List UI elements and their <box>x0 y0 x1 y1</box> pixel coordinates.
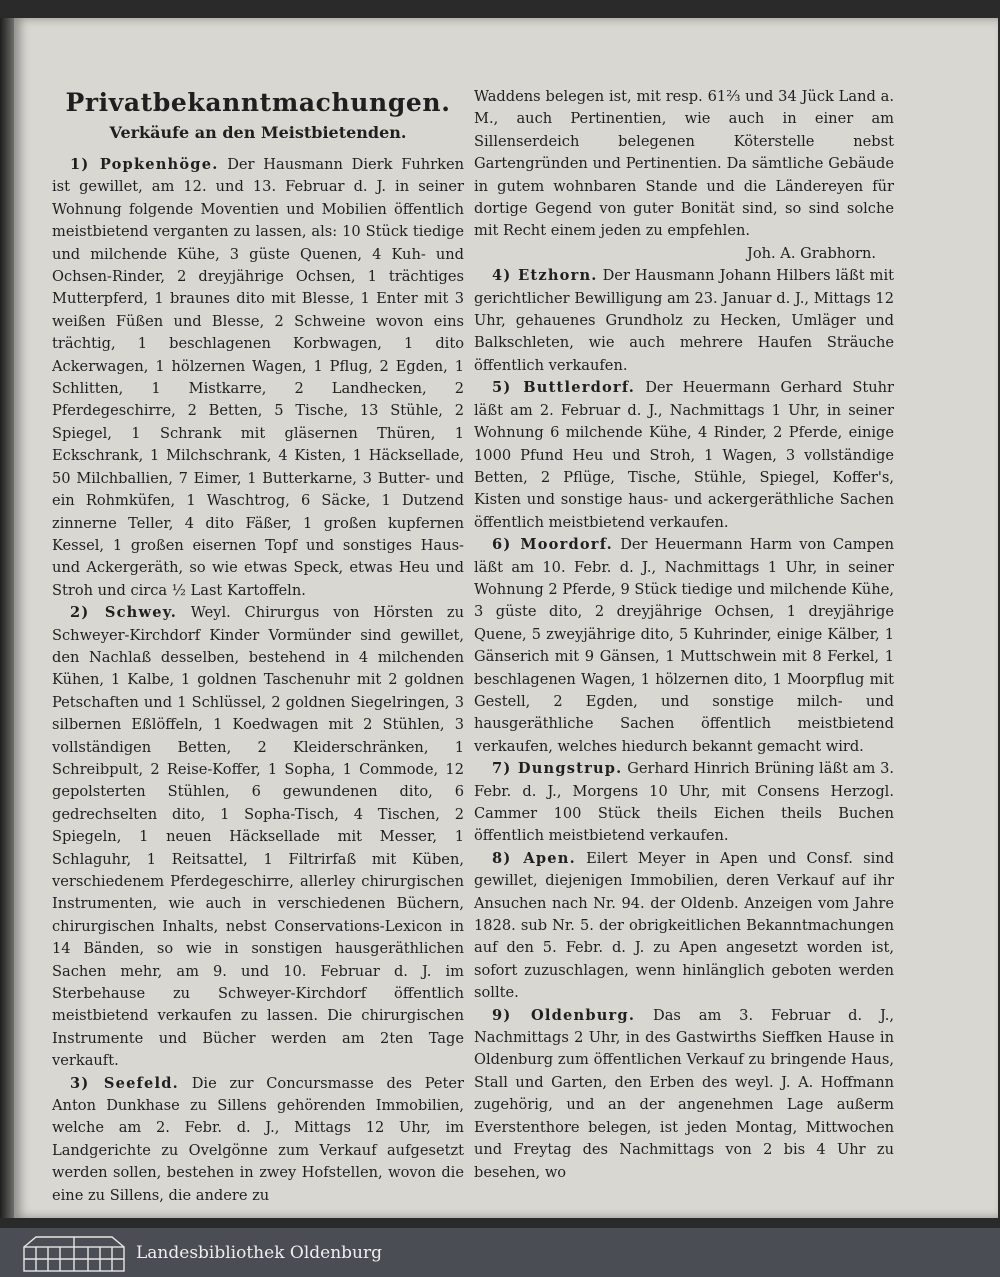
entry-title: 5) Buttlerdorf. <box>492 379 636 397</box>
library-name: Landesbibliothek Oldenburg <box>136 1242 383 1263</box>
section-subheading: Verkäufe an den Meistbietenden. <box>109 123 407 142</box>
entry-title: 2) Schwey. <box>70 604 178 622</box>
announcement-continuation <box>474 86 894 243</box>
entry-text: Gerhard Hinrich Brüning läßt am 3. Febr. d. J., Morgens 10 Uhr, mit Consens Herzogl. Cammer 100 Stück theils Eichen theils Buchen öffentlich meistbietend verkaufen. <box>474 760 894 845</box>
signature-line <box>474 243 894 265</box>
entry-text: Das am 3. Februar d. J., Nachmittags 2 Uhr, in des Gastwirths Sieffken Hause in Oldenburg zum öffentlichen Verkauf zu bringende Haus, Stall und Garten, den Erben des weyl. J. A. Hoffmann zugehörig, und an der angenehmen Lage außerm Everstenthore belegen, ist jeden Montag, Mittwochen und Freytag des Nachmittags von 2 bis 4 Uhr zu besehen, wo <box>474 1006 895 1181</box>
entry-text: Die zur Concursmasse des Peter Anton Dunkhase zu Sillens gehörenden Immobilien, welche am 2. Febr. d. J., Mittags 12 Uhr, im Landgerichte zu Ovelgönne zum Verkauf aufgesetzt werden sollen, bestehen in zwey Hofstellen, wovon die eine zu Sillens, die andere zu <box>52 1074 465 1204</box>
announcement-entry <box>474 265 894 377</box>
library-building-icon <box>22 1233 126 1273</box>
entry-text: Waddens belegen ist, mit resp. 61⅔ und 34 Jück Land a. M., auch Pertinentien, wie auch in einer am Sillenserdeich belegenen Köterstelle nebst Gartengründen und Pertinentien. Da sämtliche Gebäude in gutem wohnbaren Stande und die Ländereyen für dortige Gegend von guter Bonität sind, so sind solche mit Recht einem jeden zu empfehlen. <box>474 88 894 240</box>
announcement-entry <box>474 377 894 534</box>
announcement-entry <box>474 1005 894 1184</box>
announcement-entry <box>474 534 894 758</box>
entry-text: Eilert Meyer in Apen und Consf. sind gewillet, diejenigen Immobilien, deren Verkauf auf ihr Ansuchen nach Nr. 94. der Oldenb. Anzeigen vom Jahre 1828. sub Nr. 5. der obrigkeitlichen Bekanntmachungen auf den 5. Febr. d. J. zu Apen angesetzt worden ist, sofort zuzuschlagen, wenn hinlänglich geboten werden sollte. <box>474 849 894 1002</box>
announcement-entry <box>474 758 894 848</box>
entry-title: 8) Apen. <box>492 849 576 867</box>
document-page <box>14 18 998 1218</box>
signature-text: Joh. A. Grabhorn. <box>746 244 876 262</box>
entry-title: 6) Moordorf. <box>492 536 613 554</box>
left-entries <box>52 154 464 1207</box>
announcement-entry <box>474 848 894 1005</box>
entry-title: 7) Dungstrup. <box>492 760 623 778</box>
entry-text: Der Hausmann Dierk Fuhrken ist gewillet, am 12. und 13. Februar d. J. in seiner Wohnung folgende Moventien und Mobilien öffentlich meistbietend verganten zu lassen, als: 10 Stück tiedige und milchende Kühe, 3 güste Quenen, 4 Kuh- und Ochsen-Rinder, 2 dreyjährige Ochsen, 1 trächtiges Mutterpferd, 1 braunes dito mit Blesse, 1 Enter mit 3 weißen Füßen und Blesse, 2 Schweine wovon eins trächtig, 1 beschlagenen Korbwagen, 1 dito Ackerwagen, 1 hölzernen Wagen, 1 Pflug, 2 Egden, 1 Schlitten, 1 Mistkarre, 2 Landhecken, 2 Pferdegeschirre, 2 Betten, 5 Tische, 13 Stühle, 2 Spiegel, 1 Schrank mit gläsernen Thüren, 1 Eckschrank, 1 Milchschrank, 4 Kisten, 1 Häcksellade, 50 Milchballien, 7 Eimer, 1 Butterkarne, 3 Butter- und ein Rohmküfen, 1 Waschtrog, 6 Säcke, 1 Dutzend zinnerne Teller, 4 dito Fäßer, 1 großen kupfernen Kessel, 1 großen eisernen Topf und sonstiges Haus- und Ackergeräth, so wie etwas Speck, etwas Heu und Stroh und circa ½ Last Kartoffeln. <box>52 156 464 599</box>
announcement-entry <box>52 1073 464 1207</box>
entry-title: 4) Etzhorn. <box>492 267 598 285</box>
entry-title: 9) Oldenburg. <box>492 1006 636 1024</box>
library-footer-bar <box>0 1228 1000 1277</box>
entry-text: Weyl. Chirurgus von Hörsten zu Schweyer-Kirchdorf Kinder Vormünder sind gewillet, den Nachlaß desselben, bestehend in 4 milchenden Kühen, 1 Kalbe, 1 goldnen Taschenuhr mit 2 goldnen Petschaften und 1 Schlüssel, 2 goldnen Siegelringen, 3 silbernen Eßlöffeln, 1 Koedwagen mit 2 Stühlen, 3 vollständigen Betten, 2 Kleiderschränken, 1 Schreibpult, 2 Reise-Koffer, 1 Sopha, 1 Commode, 12 gepolsterten Stühlen, 6 gewundenen dito, 6 gedrechselten dito, 1 Sopha-Tisch, 4 Tischen, 2 Spiegeln, 1 neuen Häcksellade mit Messer, 1 Schlaguhr, 1 Reitsattel, 1 Filtrirfaß mit Küben, verschiedenem Pferdegeschirre, allerley chirurgischen Instrumenten, wie auch in verschiedenen Büchern, chirurgischen Inhalts, nebst Conservations-Lexicon in 14 Bänden, so wie in sonstigen hausgeräthlichen Sachen mehr, am 9. und 10. Februar d. J. im Sterbehause zu Schweyer-Kirchdorf öffentlich meistbietend verkaufen zu lassen. Die chirurgischen Instrumente und Bücher werden am 2ten Tage verkauft. <box>52 604 465 1070</box>
entry-text: Der Heuermann Harm von Campen läßt am 10. Febr. d. J., Nachmittags 1 Uhr, in seiner Wohnung 2 Pferde, 9 Stück tiedige und milchende Kühe, 3 güste dito, 2 dreyjährige Ochsen, 1 dreyjährige Quene, 5 zweyjährige dito, 5 Kuhrinder, einige Kälber, 1 Gänserich mit 9 Gänsen, 1 Muttschwein mit 8 Ferkel, 1 beschlagenen Wagen, 1 hölzernen dito, 1 Moorpflug mit Gestell, 2 Egden, und sonstige milch- und hausgeräthliche Sachen öffentlich meistbietend verkaufen, welches hiedurch bekannt gemacht wird. <box>474 536 894 755</box>
entry-title: 1) Popkenhöge. <box>70 156 219 173</box>
entry-text: Der Heuermann Gerhard Stuhr läßt am 2. Februar d. J., Nachmittags 1 Uhr, in seiner Wohnung 6 milchende Kühe, 4 Rinder, 2 Pferde, einige 1000 Pfund Heu und Stroh, 1 Wagen, 3 vollständige Betten, 2 Pflüge, Tische, Stühle, Spiegel, Koffer's, Kisten und sonstige haus- und ackergeräthliche Sachen öffentlich meistbietend verkaufen. <box>474 379 894 531</box>
announcement-entry <box>52 154 464 602</box>
left-column <box>52 80 464 1207</box>
book-spine <box>0 18 14 1218</box>
entry-text: Der Hausmann Johann Hilbers läßt mit gerichtlicher Bewilligung am 23. Januar d. J., Mittags 12 Uhr, gehauenes Grundholz zu Hecken, Umläger und Balkschleten, wie auch mehrere Haufen Sträuche öffentlich verkaufen. <box>474 267 895 374</box>
page-heading: Privatbekanntmachungen. <box>65 88 451 117</box>
right-column <box>474 86 894 1184</box>
announcement-entry <box>52 602 464 1073</box>
entry-title: 3) Seefeld. <box>70 1074 179 1092</box>
